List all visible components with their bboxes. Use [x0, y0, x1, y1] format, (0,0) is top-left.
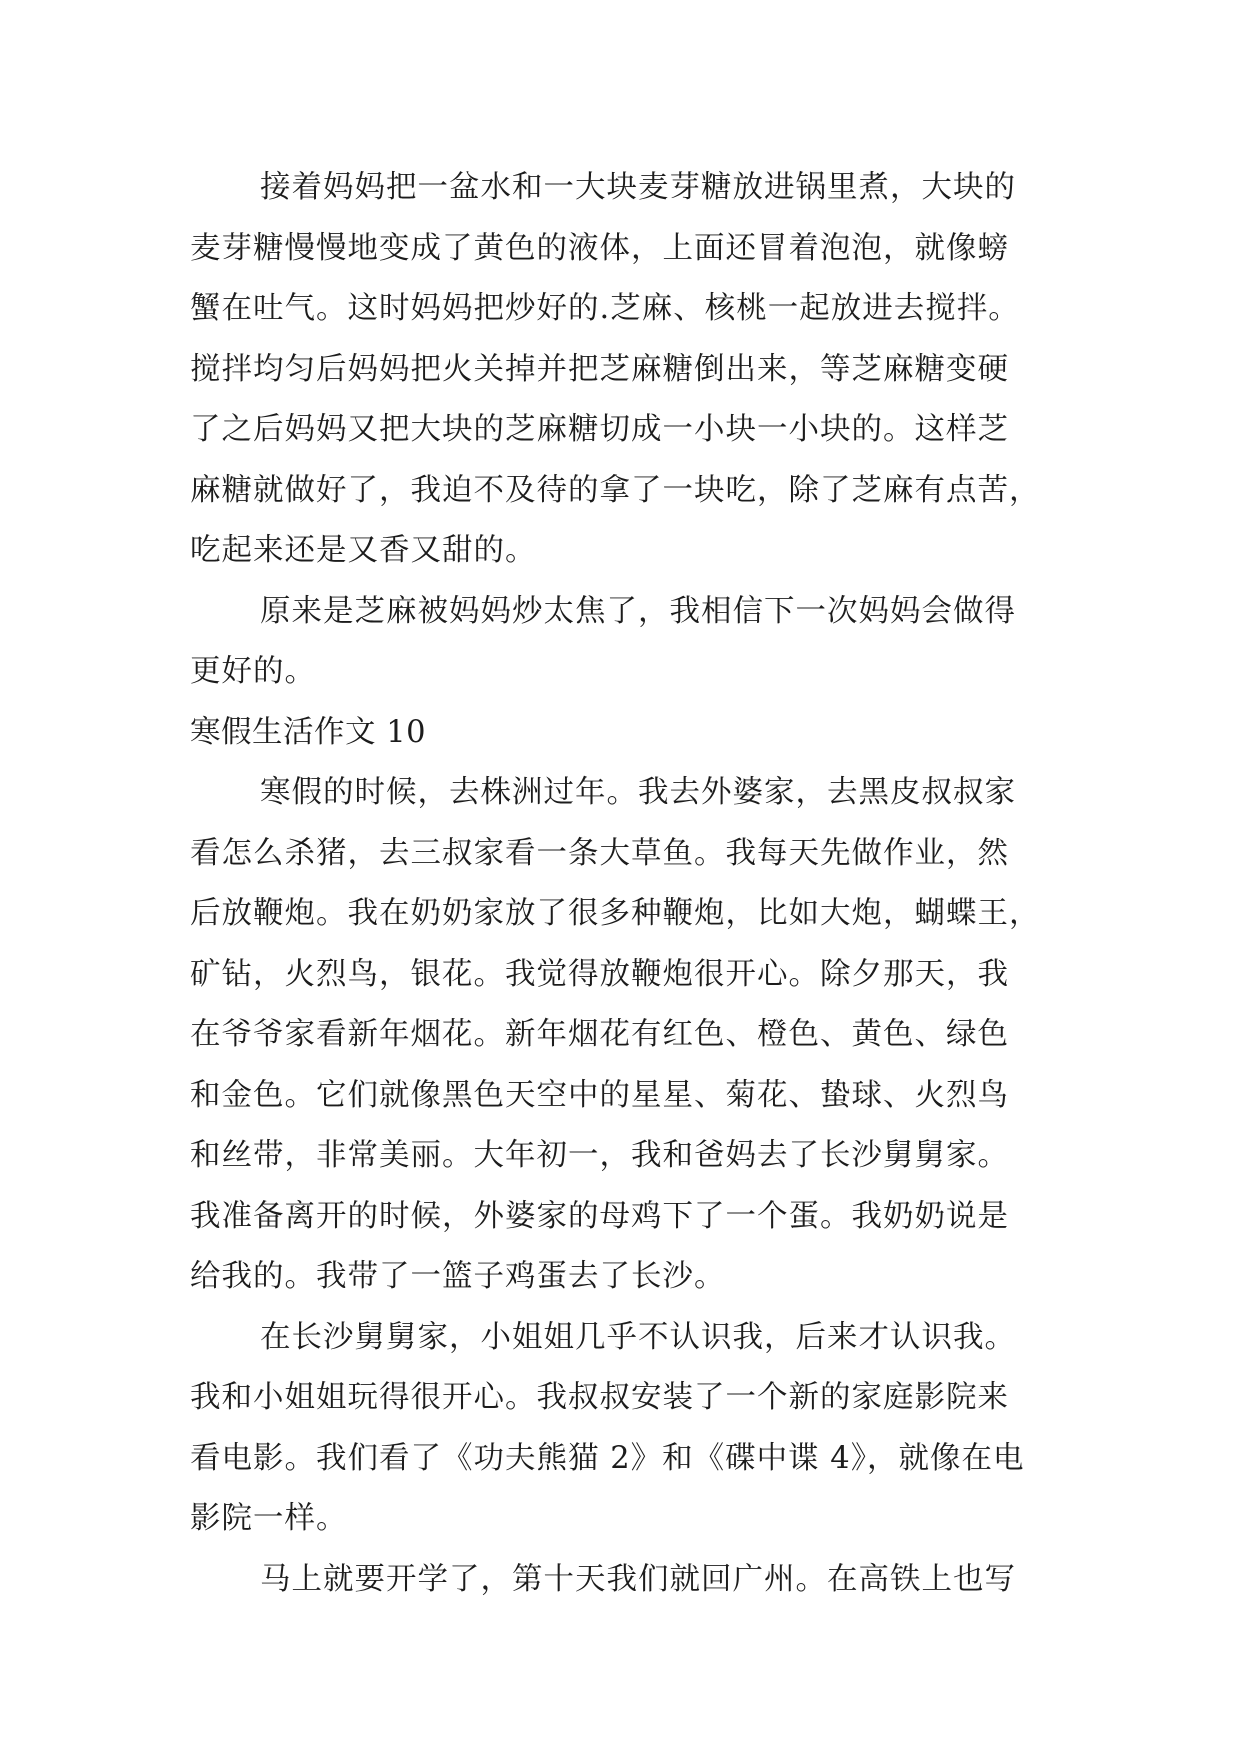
paragraph-line: 和丝带，非常美丽。大年初一，我和爸妈去了长沙舅舅家。: [190, 1138, 1009, 1173]
paragraph-line: 影院一样。: [190, 1501, 348, 1536]
paragraph-line: 麻糖就做好了，我迫不及待的拿了一块吃，除了芝麻有点苦，: [190, 472, 1041, 508]
paragraph-line: 我和小姐姐玩得很开心。我叔叔安装了一个新的家庭影院来: [190, 1380, 1009, 1415]
paragraph-line: 搅拌均匀后妈妈把火关掉并把芝麻糖倒出来，等芝麻糖变硬: [190, 351, 1009, 387]
paragraph-line: 麦芽糖慢慢地变成了黄色的液体，上面还冒着泡泡，就像螃: [190, 230, 1009, 266]
paragraph-line: 和金色。它们就像黑色天空中的星星、菊花、蛰球、火烈鸟: [190, 1077, 1009, 1113]
paragraph-1: [190, 158, 1090, 582]
paragraph-line: 我准备离开的时候，外婆家的母鸡下了一个蛋。我奶奶说是: [190, 1198, 1009, 1234]
paragraph-line: 在长沙舅舅家，小姐姐几乎不认识我，后来才认识我。: [260, 1319, 1016, 1355]
paragraph-line: 看怎么杀猪，去三叔家看一条大草鱼。我每天先做作业，然: [190, 835, 1009, 871]
paragraph-4: [190, 1308, 1090, 1550]
paragraph-line: 接着妈妈把一盆水和一大块麦芽糖放进锅里煮，大块的: [260, 170, 1016, 205]
paragraph-3: [190, 763, 1090, 1308]
paragraph-line: 矿钻，火烈鸟，银花。我觉得放鞭炮很开心。除夕那天，我: [190, 956, 1009, 992]
paragraph-line: 了之后妈妈又把大块的芝麻糖切成一小块一小块的。这样芝: [190, 412, 1009, 447]
paragraph-line: 在爷爷家看新年烟花。新年烟花有红色、橙色、黄色、绿色: [190, 1017, 1009, 1052]
paragraph-line: 寒假的时候，去株洲过年。我去外婆家，去黑皮叔叔家: [260, 775, 1016, 810]
paragraph-line: 看电影。我们看了《功夫熊猫 2》和《碟中谍 4》，就像在电: [190, 1440, 1025, 1476]
paragraph-5: [190, 1550, 1090, 1611]
paragraph-line: 给我的。我带了一篮子鸡蛋去了长沙。: [190, 1259, 726, 1294]
paragraph-line: 马上就要开学了，第十天我们就回广州。在高铁上也写: [260, 1561, 1016, 1597]
paragraph-line: 蟹在吐气。这时妈妈把炒好的.芝麻、核桃一起放进去搅拌。: [190, 291, 1020, 326]
paragraph-line: 原来是芝麻被妈妈炒太焦了，我相信下一次妈妈会做得: [260, 593, 1016, 629]
paragraph-2: [190, 582, 1090, 703]
paragraph-line: 后放鞭炮。我在奶奶家放了很多种鞭炮，比如大炮，蝴蝶王，: [190, 896, 1041, 931]
paragraph-line: 更好的。: [190, 654, 316, 689]
paragraph-line: 吃起来还是又香又甜的。: [190, 533, 537, 568]
document-body: [190, 158, 1090, 1610]
section-heading: 寒假生活作文 10: [190, 714, 427, 750]
